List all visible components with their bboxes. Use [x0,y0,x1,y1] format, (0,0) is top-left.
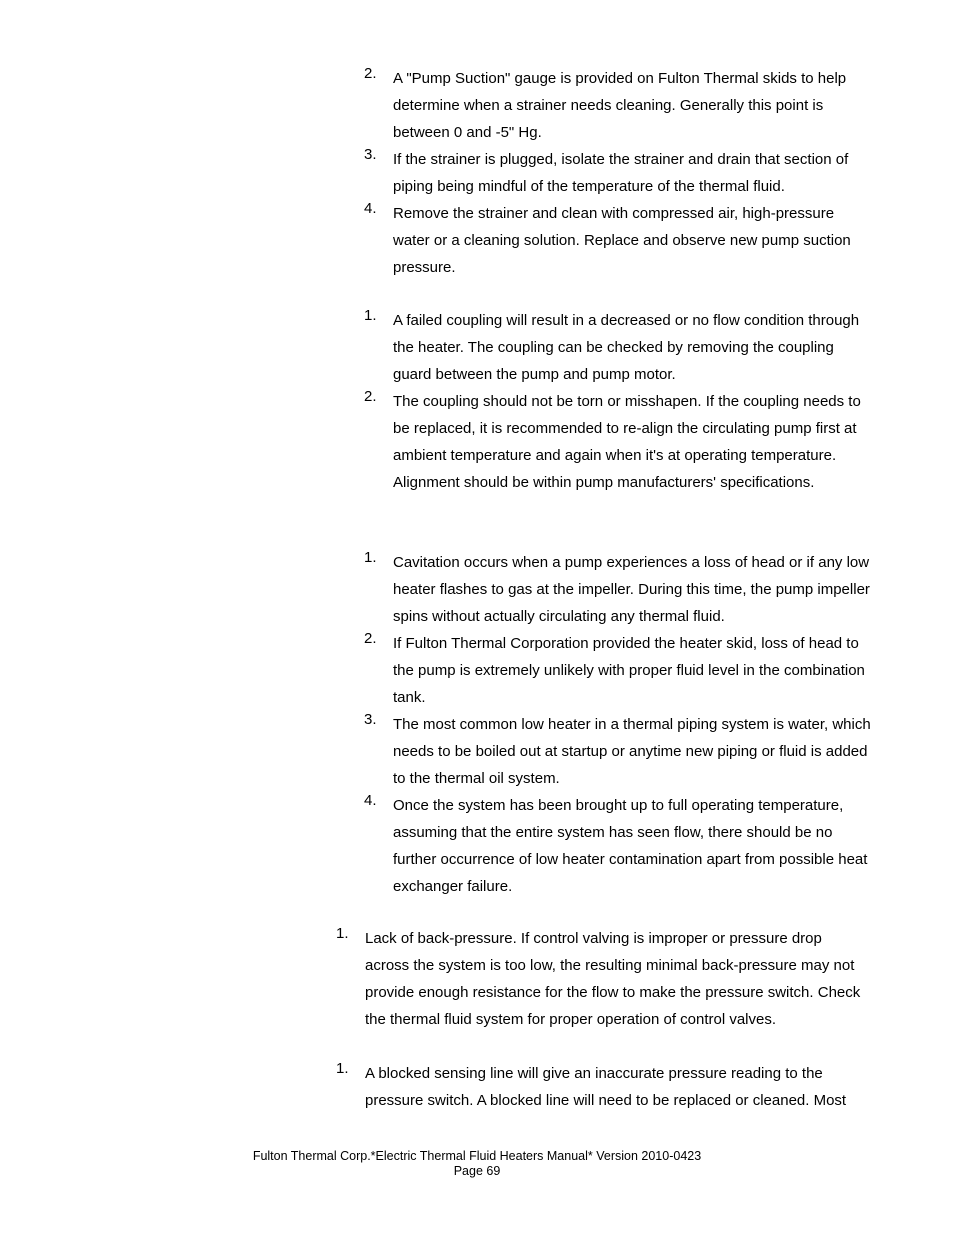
strainer-steps-list [364,65,874,281]
list-item-text: A failed coupling will result in a decreased or no flow condition through the heater. The coupling can be checked by removing the coupling guard between the pump and pump motor. [393,312,860,383]
list-item [364,711,874,792]
list-item [336,1060,876,1114]
list-item-text: Once the system has been brought up to full operating temperature, assuming that the entire system has seen flow, there should be no further occurrence of low heater contamination apart from possible heat exchanger failure. [393,797,868,895]
page-footer [0,1149,954,1179]
list-item-text: Cavitation occurs when a pump experiences a loss of head or if any low heater flashes to gas at the impeller. During this time, the pump impeller spins without actually circulating any thermal fluid. [393,554,870,625]
list-item-number: 3. [364,711,377,728]
list-item-number: 4. [364,792,377,809]
list-item [364,549,874,630]
list-item-text: The most common low heater in a thermal piping system is water, which needs to be boiled out at startup or anytime new piping or fluid is added to the thermal oil system. [393,716,871,787]
list-item-number: 2. [364,388,377,405]
list-item-text: Remove the strainer and clean with compressed air, high-pressure water or a cleaning solution. Replace and observe new pump suction pressure. [393,205,851,276]
footer-page-number: Page 69 [453,1164,501,1178]
coupling-steps-list [364,307,874,496]
list-item-number: 1. [364,307,377,324]
list-item-text: If Fulton Thermal Corporation provided the heater skid, loss of head to the pump is extremely unlikely with proper fluid level in the combination tank. [393,635,865,706]
list-item-number: 1. [364,549,377,566]
list-item [336,925,866,1033]
list-item [364,200,874,281]
list-item-text: If the strainer is plugged, isolate the strainer and drain that section of piping being mindful of the temperature of the thermal fluid. [393,151,849,195]
cavitation-steps-list [364,549,874,900]
list-item [364,792,874,900]
sensing-line-list [336,1060,876,1114]
list-item [364,307,874,388]
list-item [364,388,874,496]
footer-manual-title: Fulton Thermal Corp.*Electric Thermal Fluid Heaters Manual* Version 2010-0423 [252,1149,702,1163]
list-item-number: 2. [364,65,377,82]
list-item-text: A "Pump Suction" gauge is provided on Fulton Thermal skids to help determine when a strainer needs cleaning. Generally this point is between 0 and -5" Hg. [393,70,847,141]
list-item-number: 1. [336,925,349,942]
list-item-number: 2. [364,630,377,647]
list-item [364,146,874,200]
list-item-number: 3. [364,146,377,163]
list-item-text: The coupling should not be torn or misshapen. If the coupling needs to be replaced, it is recommended to re-align the circulating pump first at ambient temperature and again when it's at operating temperature. Alignment should be within pump manufacturers' specifications. [393,393,861,491]
list-item-number: 1. [336,1060,349,1077]
list-item-number: 4. [364,200,377,217]
list-item [364,65,874,146]
list-item-text: A blocked sensing line will give an inaccurate pressure reading to the pressure switch. A blocked line will need to be replaced or cleaned. Most [365,1065,847,1109]
list-item [364,630,874,711]
list-item-text: Lack of back-pressure. If control valving is improper or pressure drop across the system is too low, the resulting minimal back-pressure may not provide enough resistance for the flow to make the pressure switch. Check the thermal fluid system for proper operation of control valves. [365,930,861,1028]
back-pressure-list [336,925,866,1033]
